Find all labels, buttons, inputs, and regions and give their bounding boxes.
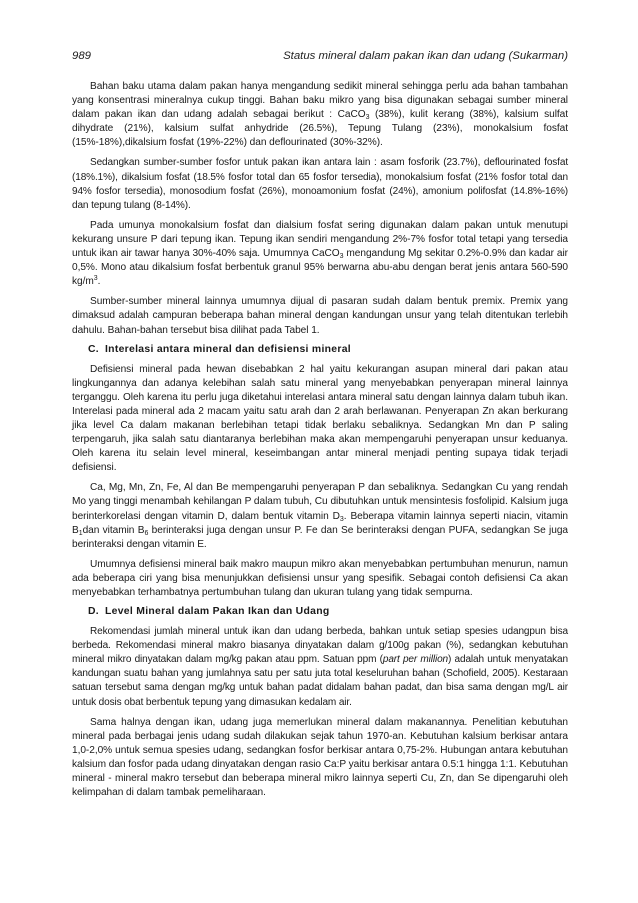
- running-header: [72, 50, 568, 62]
- page-number: 989: [72, 50, 92, 62]
- paragraph-shrimp-requirements: Sama halnya dengan ikan, udang juga memerlukan mineral dalam makanannya. Penelitian kebutuhan mineral pada berbagai jenis udang sudah dilakukan sejak tahun 1970-an. Kebutuhan kalsium berkisar antara 1,0-2,0% untuk semua spesies udang, sedangkan fosfor berkisar antara 0,75-2%. Hubungan antara kebutuhan kalsium dan fosfor pada udang dinyatakan dengan rasio Ca:P yaitu berkisar antara 0.5:1 hingga 1:1. Kebutuhan mineral - mineral makro tersebut dan beberapa mineral mikro lainnya seperti Cu, Zn, dan Se dipengaruhi oleh kelimpahan di dalam tambak pemeliharaan.: [72, 716, 568, 799]
- paragraph-phosphorus-sources: Sedangkan sumber-sumber fosfor untuk pakan ikan antara lain : asam fosforik (23.7%), deflourinated fosfat (18%.1%), dikalsium fosfat (18.5% fosfor total dan 65 fosfor tersedia), monokalsium fosfat (21% fosfor total dan 94% fosfor tersedia), monosodium fosfat (26%), monoamonium fosfat (24%), amonium polifosfat (14.8%-16%) dan tepung tulang (8-14%).: [72, 157, 568, 211]
- paragraph-mineral-deficiency: Defisiensi mineral pada hewan disebabkan 2 hal yaitu kekurangan asupan mineral dari pakan atau lingkungannya dan adanya kelebihan salah satu mineral yang menyebabkan penyerapan mineral lainnya terganggu. Oleh karena itu perlu juga diketahui interelasi antara mineral satu dengan lainnya dalam tubuh ikan. Interelasi pada mineral ada 2 macam yaitu satu arah dan 2 arah berlawanan. Penyerapan Zn akan berkurang jika level Ca dalam makanan berlebihan tetapi tidak berlaku sebaliknya. Sedangkan Mn dan P saling terpengaruh, jika salah satu diantaranya berlebihan maka akan mempengaruhi penyerapan unsur keduanya. Oleh karena itu selain level mineral, keseimbangan antar mineral menjadi penting supaya tidak terjadi defisiensi.: [72, 363, 568, 474]
- section-heading-c: C. Interelasi antara mineral dan defisiensi mineral: [88, 343, 351, 355]
- paragraph-premix: Sumber-sumber mineral lainnya umumnya dijual di pasaran sudah dalam bentuk premix. Premix yang dimaksud adalah campuran beberapa bahan mineral dengan kandungan unsur yang telah ditentukan terlebih dahulu. Bahan-bahan tersebut bisa dilihat pada Tabel 1.: [72, 296, 568, 336]
- running-title: Status mineral dalam pakan ikan dan udang (Sukarman): [283, 50, 568, 62]
- paragraph-mineral-interactions: Ca, Mg, Mn, Zn, Fe, Al dan Be mempengaruhi penyerapan P dan sebaliknya. Sedangkan Cu yang rendah Mo yang tinggi menambah kehilangan P dalam tubuh, Cu dibutuhkan untuk mensintesis fosfolipid. Kalsium juga berinterkorelasi dengan vitamin D, dalam bentuk vitamin $D_3$. Beberapa vitamin lainnya seperti niacin, vitamin $B_1dan$ vitamin $B_6$ berinteraksi juga dengan unsur P. Fe dan Se berinteraksi dengan PUFA, sedangkan Se juga berinteraksi dengan vitamin E.: [72, 482, 568, 550]
- section-heading-d: D. Level Mineral dalam Pakan Ikan dan Udang: [88, 606, 330, 618]
- paragraph-mineral-sources: Bahan baku utama dalam pakan hanya mengandung sedikit mineral sehingga perlu ada bahan tambahan yang konsentrasi mineralnya cukup tinggi. Bahan baku mikro yang bisa digunakan sebagai sumber mineral dalam pakan ikan dan udang adalah sebagai berikut : CaCO$_3$ (38%), kulit kerang (38%), kalsium sulfat dihydrate (21%), kalsium sulfat anhydride (26.5%), Tepung Tulang (23%), monokalsium fosfat (15%-18%),dikalsium fosfat (19%-22%) dan deflourinated (30%-32%).: [72, 81, 569, 149]
- paragraph-growth-effects: Umumnya defisiensi mineral baik makro maupun mikro akan menyebabkan pertumbuhan menurun, namun ada beberapa ciri yang bisa menunjukkan defisiensi unsur yang spesifik. Sebagai contoh defisiensi Ca akan menyebabkan terhambatnya pertumbuhan tulang dan ukuran tulang yang tidak sempurna.: [72, 558, 568, 598]
- paragraph-monocalcium-phosphate: Pada umunya monokalsium fosfat dan dialsium fosfat sering digunakan dalam pakan untuk menutupi kekurang unsure P dari tepung ikan. Tepung ikan sendiri mengandung 2%-7% fosfor total tetapi yang tersedia untuk ikan air tawar hanya 30%-40% saja. Umumnya CaCO$_3$ mengandung Mg sekitar 0.2%-0.9% dan kadar air 0,5%. Mono atau dikalsium fosfat berbentuk granul 95% berwarna abu-abu dengan berat jenis antara 560-590 $kg/m^3$.: [72, 219, 568, 288]
- paragraph-mineral-recommendations: Rekomendasi jumlah mineral untuk ikan dan udang berbeda, bahkan untuk setiap spesies udangpun bisa berbeda. Rekomendasi mineral makro biasanya dinyatakan dalam g/100g pakan (%), sedangkan kebutuhan mineral mikro dinyatakan dalam mg/kg pakan atau ppm. Satuan ppm (part per million) adalah untuk menyatakan kandungan suatu bahan yang jumlahnya satu per satu juta total keseluruhan bahan (Schofield, 2005). Kestaraan satuan tersebut sama dengan mg/kg untuk bahan padat didalam bahan padat, dan bisa sama dengan mg/L air untuk dosis obat berbentuk tepung yang dimasukan kedalam air.: [72, 626, 568, 708]
